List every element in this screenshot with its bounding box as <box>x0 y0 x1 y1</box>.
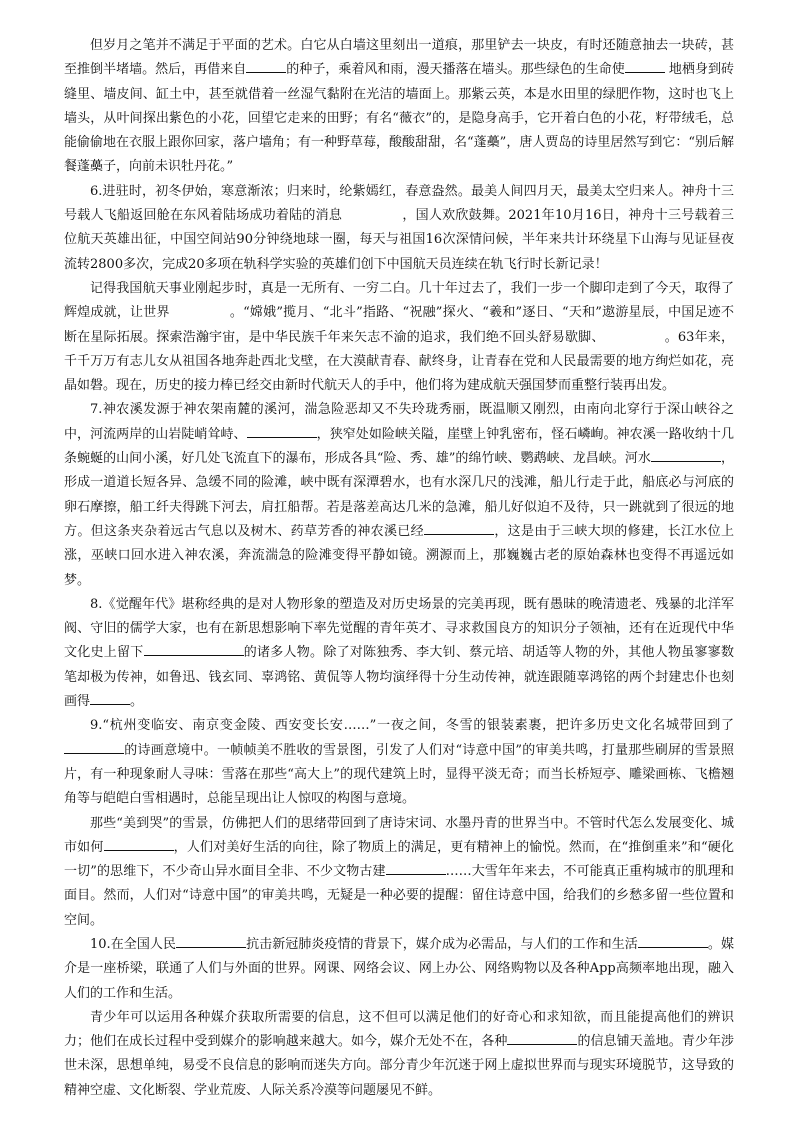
paragraph-teen-media <box>64 1006 734 1103</box>
text-segment: 的种子，乘着风和雨，漫天播落在墙头。那些绿色的生命使 <box>286 62 625 78</box>
paragraph-question-10 <box>64 933 734 1006</box>
text-segment: 6.进驻时，初冬伊始，寒意渐浓；归来时，纶紫嫣红，春意盎然。最美人间四月天，最美太空归来人。神舟十三号载人飞船返回舱在东风着陆场成功着陆的消息 <box>64 183 734 224</box>
text-segment: 。63年来，千千万万有志儿女从祖国各地奔赴西北戈壁，在大漠献青春、献终身，让青春在党和人民最需要的地方绚烂如花，亮晶如磐。现在，历史的接力棒已经交由新时代航天人的手中，他们将为建成航天强国梦而重整行装再出发。 <box>64 329 734 394</box>
text-segment: ，形成一道道长短各异、急缓不同的险滩，峡中既有深潭碧水，也有水深几尺的浅滩，船儿行走于此，船底必与河底的卵石摩擦，船工纤夫得跳下河去，肩扛船帮。若是落差高达几米的急滩，船儿好似迫不及待，只一跳就到了很远的地方。但这条夹杂着远古气息以及树木、药草芳香的神农溪已经 <box>64 451 734 539</box>
text-segment: 记得我国航天事业刚起步时，真是一无所有、一穷二白。几十年过去了，我们一步一个脚印走到了今天，取得了辉煌成就，让世界 <box>64 280 734 321</box>
text-segment: 那些“美到哭”的雪景，仿佛把人们的思绪带回到了唐诗宋词、水墨丹青的世界当中。不管时代怎么发展变化、城市如何 <box>64 815 734 855</box>
paragraph-question-7 <box>64 398 734 592</box>
text-segment: 9.“杭州变临安、南京变金陵、西安变长安……”一夜之间，冬雪的银装素裹，把许多历史文化名城带回到了 <box>90 718 734 734</box>
text-segment: ……大雪年年来去，不可能真正重构城市的肌理和面目。然而，人们对“诗意中国”的审美共鸣，无疑是一种必要的提醒：留住诗意中国，给我们的乡愁多留一些位置和空间。 <box>64 864 734 928</box>
fill-blank <box>247 424 317 438</box>
text-segment: 8.《觉醒年代》堪称经典的是对人物形象的塑造及对历史场景的完美再现，既有愚昧的晚清遗老、残暴的北洋军阀、守旧的儒学大家，也有在新思想影响下率先觉醒的青年英才、寻求救国良方的知识分子领袖，还有在近现代中华文化史上留下 <box>64 596 734 661</box>
fill-blank <box>507 1031 577 1045</box>
fill-blank <box>90 691 130 705</box>
fill-blank <box>651 448 721 462</box>
text-segment: 10.在全国人民 <box>90 936 177 952</box>
text-segment: 青少年可以运用各种媒介获取所需要的信息，这不但可以满足他们的好奇心和求知欲，而且能提高他们的辨识力；他们在成长过程中受到媒介的影响越来越大。如今，媒介无处不在，各种 <box>64 1009 734 1050</box>
text-segment: 7.神农溪发源于神农架南麓的溪河，湍急险恶却又不失玲珑秀丽，既温顺又刚烈，由南向北穿行于深山峡谷之中，河流两岸的山岩陡峭耸峙、 <box>64 402 734 442</box>
text-segment: 抗击新冠肺炎疫情的背景下，媒介成为必需品，与人们的工作和生活 <box>246 936 638 952</box>
text-segment: 的诗画意境中。一帧帧美不胜收的雪景图，引发了人们对“诗意中国”的审美共鸣，打量那些刷屏的雪景照片，有一种现象耐人寻味：雪落在那些“高大上”的现代建筑上时，显得平淡无奇；而当长桥短亭、雕梁画栋、飞檐翘角等与皑皑白雪相遇时，总能呈现出让人惊叹的构图与意境。 <box>64 742 734 807</box>
text-segment: 的信息铺天盖地。青少年涉世未深，思想单纯，易受不良信息的影响而迷失方向。部分青少年沉迷于网上虚拟世界而与现实环境脱节，这导致的精神空虚、文化断裂、学业荒废、人际关系冷漠等问题屡见不鲜。 <box>64 1034 734 1098</box>
paragraph-question-9 <box>64 714 734 811</box>
text-segment: 。“嫦娥”揽月、“北斗”指路、“祝融”探火、“羲和”逐日、“天和”遨游星辰，中国足迹不断在星际拓展。探索浩瀚宇宙，是中华民族千年来矢志不渝的追求，我们绝不回头舒易歇脚、 <box>64 305 734 345</box>
text-segment: ，这是由于三峡大坝的修建，长江水位上涨，巫峡口回水进入神农溪，奔流湍急的险滩变得平静如镜。溯源而上，那巍巍古老的原始森林也变得不再遥远如梦。 <box>64 523 734 588</box>
text-segment: ，人们对美好生活的向往，除了物质上的满足，更有精神上的愉悦。然而，在“推倒重来”和“硬化一切”的思维下，不少奇山异水面目全非、不少文物古建 <box>64 839 734 880</box>
fill-blank <box>424 521 494 535</box>
fill-blank <box>246 59 286 73</box>
fill-blank <box>386 861 446 875</box>
fill-blank <box>104 837 174 851</box>
paragraph-aerospace <box>64 277 734 398</box>
paragraph-question-6 <box>64 180 734 277</box>
text-segment: 地栖身到砖缝里、墙皮间、缸土中，甚至就借着一丝湿气黏附在光洁的墙面上。那紫云英，本是水田里的绿肥作物，这时也飞上墙头，从叶间探出紫色的小花，回望它走来的田野；有名“薇衣”的，是隐身高手，它开着白色的小花，籽带绒毛，总能偷偷地在衣服上跟你回家，落户墙角；有一种野草莓，酸酸甜甜，名“蓬蘽”，唐人贾岛的诗里居然写到它：“别后解餐蓬蘽子，向前未识牡丹花。” <box>64 62 734 175</box>
text-segment: 。媒介是一座桥梁，联通了人们与外面的世界。网课、网络会议、网上办公、网络购物以及各种App高频率地出现，融入人们的工作和生活。 <box>64 936 734 1001</box>
paragraph-question-8 <box>64 593 734 714</box>
text-segment: 但岁月之笔并不满足于平面的艺术。白它从白墙这里刻出一道痕，那里铲去一块皮，有时还随意抽去一块砖，甚至推倒半堵墙。然后，再借来自 <box>64 38 734 78</box>
fill-blank <box>625 59 665 73</box>
text-segment: 。 <box>130 694 144 710</box>
paragraph-snow-scene <box>64 812 734 933</box>
fill-blank <box>144 642 244 656</box>
text-segment: ，狭窄处如险峡关隘，崖壁上钟乳密布，怪石嶙峋。神农溪一路收纳十几条蜿蜒的山间小溪，好几处飞流直下的瀑布，形成各具“险、秀、雄”的绵竹峡、鹦鹉峡、龙昌峡。河水 <box>64 426 734 467</box>
fill-blank <box>176 934 246 948</box>
fill-blank <box>64 740 124 754</box>
text-segment: 的诸多人物。除了对陈独秀、李大钊、蔡元培、胡适等人物的外，其他人物虽寥寥数笔却极为传神，如鲁迅、钱玄同、辜鸿铭、黄侃等人物均演绎得十分生动传神，就连跟随辜鸿铭的两个封建忠仆也刻画得 <box>64 645 734 710</box>
paragraph-wall-plants <box>64 34 734 180</box>
text-segment: ，国人欢欣鼓舞。2021年10月16日，神舟十三号载着三位航天英雄出征，中国空间站90分钟绕地球一圈，每天与祖国16次深情问候，半年来共计环绕星下山海与见证昼夜流转2800多次，完成20多项在轨科学实验的英雄们创下中国航天员连续在轨飞行时长新记录！ <box>64 208 734 272</box>
fill-blank <box>638 934 708 948</box>
